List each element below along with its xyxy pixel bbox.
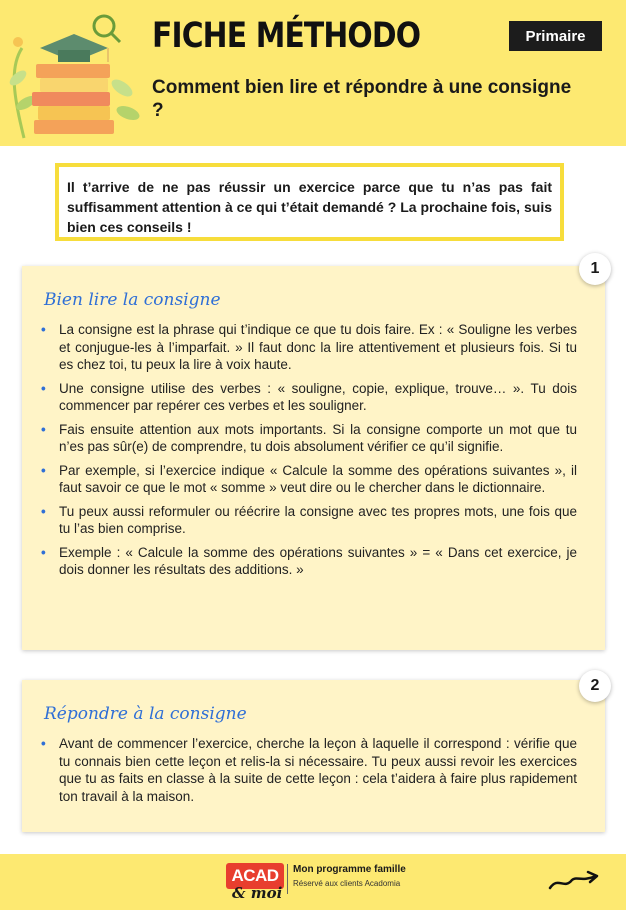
header-banner (0, 0, 626, 146)
bullet-icon: • (41, 380, 46, 396)
bullet-icon: • (41, 544, 46, 560)
level-badge: Primaire (509, 21, 602, 51)
list-item: • Avant de commencer l’exercice, cherche la leçon à laquelle il correspond : vérifie que tu connais bien cette leçon et relis-la si nécessaire. Tu peux aussi revoir les exercices que tu as faits en classe à la suite de cette leçon : cela t’aidera à faire plus rapidement ton travail à la maison. (41, 736, 577, 804)
acadomia-logo: ACAD (226, 863, 284, 889)
bullet-list (41, 321, 577, 585)
program-title: Mon programme famille (293, 864, 406, 875)
list-item: • Fais ensuite attention aux mots importants. Si la consigne comporte un mot que tu n’es pas sûr(e) de comprendre, tu dois absolument vérifier ce qu’il signifie. (41, 421, 577, 454)
bullet-icon: • (41, 736, 46, 751)
bullet-icon: • (41, 421, 46, 437)
bullet-icon: • (41, 462, 46, 478)
bullet-list (41, 735, 577, 811)
list-item: • La consigne est la phrase qui t’indique ce que tu dois faire. Ex : « Souligne les verbes et conjugue-les à l’imparfait. » Il faut donc la lire attentivement et plusieurs fois. Si tu es chez toi, tu peux la lire à voix haute. (41, 322, 577, 372)
section-number-badge: 1 (579, 253, 611, 285)
list-item: • Par exemple, si l’exercice indique « Calcule la somme des opérations suivantes », il faut savoir ce que le mot « somme » veut dire ou le chercher dans le dictionnaire. (41, 462, 577, 495)
section-title: Répondre à la consigne (44, 704, 247, 724)
page-subtitle: Comment bien lire et répondre à une consigne ? (152, 77, 572, 121)
list-item: • Exemple : « Calcule la somme des opérations suivantes » = « Dans cet exercice, je dois donner les résultats des additions. » (41, 544, 577, 577)
list-item: • Tu peux aussi reformuler ou réécrire la consigne avec tes propres mots, une fois que tu l’as bien comprise. (41, 503, 577, 536)
program-subtitle: Réservé aux clients Acadomia (293, 879, 401, 888)
page-title: FICHE MÉTHODO (152, 16, 421, 56)
bullet-icon: • (41, 503, 46, 519)
next-arrow-icon[interactable] (546, 868, 602, 894)
section-bien-lire (22, 266, 605, 650)
logo-moi-text: & moi (232, 884, 283, 902)
section-number-badge: 2 (579, 670, 611, 702)
section-title: Bien lire la consigne (44, 290, 221, 310)
intro-box: Il t’arrive de ne pas réussir un exercice parce que tu n’as pas fait suffisamment attention à ce qui t’était demandé ? La prochaine fois, suis bien ces conseils ! (55, 163, 564, 241)
footer-banner (0, 854, 626, 910)
bullet-icon: • (41, 322, 46, 337)
books-graduation-illustration (4, 8, 144, 142)
section-repondre (22, 680, 605, 832)
list-item: • Une consigne utilise des verbes : « souligne, copie, explique, trouve… ». Tu dois commencer par repérer ces verbes et les souligner. (41, 380, 577, 413)
footer-divider (287, 864, 288, 894)
